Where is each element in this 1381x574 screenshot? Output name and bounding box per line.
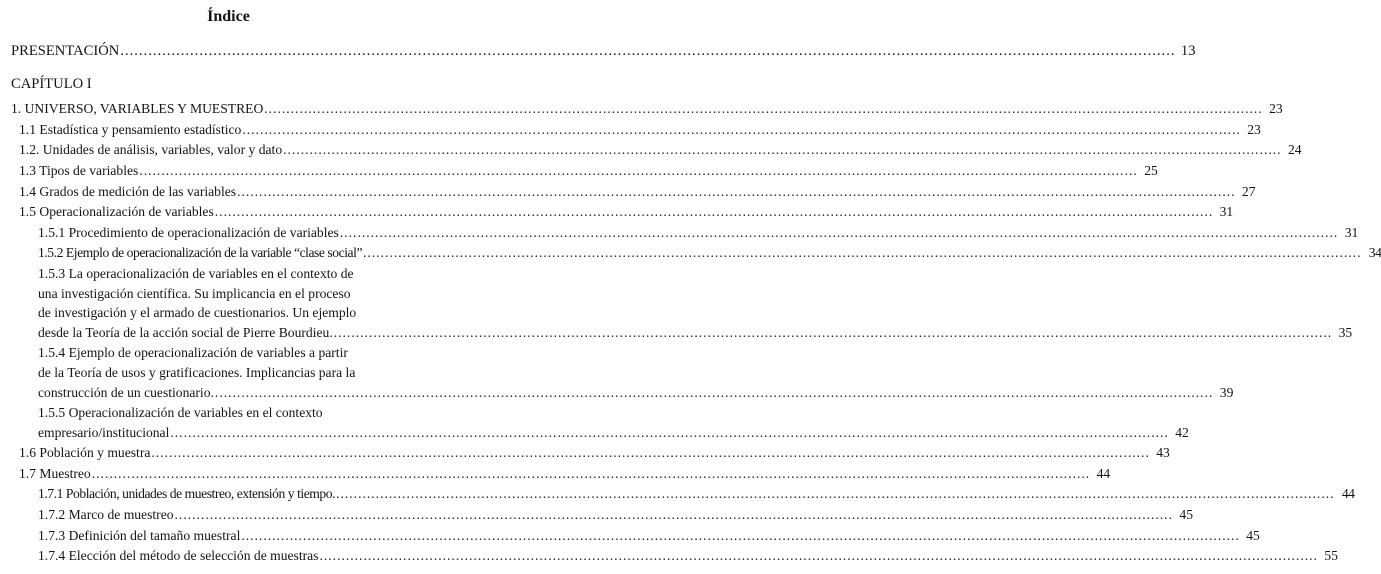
toc-page-number: 35 <box>1338 324 1353 340</box>
toc-entry-line: de la Teoría de usos y gratificaciones. Implicancias para la <box>38 364 356 380</box>
toc-page-number: 24 <box>1287 142 1302 158</box>
dot-leader <box>334 323 1332 343</box>
toc-entry-line: 1.5.4 Ejemplo de operacionalización de variables a partir <box>38 345 348 361</box>
toc-entry-line: de investigación y el armado de cuestionarios. Un ejemplo <box>38 305 357 321</box>
toc-page-number: 13 <box>1180 43 1196 59</box>
toc-entry-1-3[interactable] <box>11 161 1158 181</box>
dot-leader <box>237 182 1235 202</box>
toc-page-number: 27 <box>1241 183 1256 199</box>
toc-page-number: 31 <box>1219 204 1234 220</box>
toc-entry-1-5-2[interactable] <box>11 243 1381 263</box>
toc-entry-1[interactable] <box>11 99 1283 119</box>
toc-page-number: 23 <box>1269 101 1283 117</box>
toc-entry-1-7-3[interactable] <box>11 526 1260 546</box>
dot-leader <box>120 42 1175 62</box>
dot-leader <box>340 223 1338 243</box>
toc-entry-1-7-1[interactable] <box>11 484 1355 504</box>
toc-entry-label: 1.5.2 Ejemplo de operacionalización de la variable “clase social” <box>38 245 363 261</box>
toc-entry-label: 1.7.2 Marco de muestreo <box>38 507 174 523</box>
toc-page-number: 34 <box>1368 245 1381 261</box>
chapter-heading <box>11 75 446 95</box>
toc-entry-1-2[interactable] <box>11 140 1302 160</box>
toc-entry-label: 1. UNIVERSO, VARIABLES Y MUESTREO <box>11 101 264 117</box>
dot-leader <box>215 202 1213 222</box>
dot-leader <box>264 99 1262 119</box>
toc-entry-1-6[interactable] <box>11 443 1170 463</box>
toc-entry-label: PRESENTACIÓN <box>11 43 120 59</box>
toc-entry-1-1[interactable] <box>11 120 1261 140</box>
toc-entry-presentacion[interactable] <box>11 42 1196 62</box>
toc-entry-label: construcción de un cuestionario. <box>38 384 214 400</box>
chapter-label: CAPÍTULO I <box>11 75 92 92</box>
toc-page-number: 43 <box>1156 445 1170 461</box>
dot-leader <box>139 161 1137 181</box>
dot-leader <box>215 383 1213 403</box>
toc-page-number: 39 <box>1219 384 1234 400</box>
toc-page-number: 23 <box>1247 121 1261 137</box>
dot-leader <box>242 120 1240 140</box>
toc-entry-1-5-4[interactable] <box>11 343 1234 402</box>
toc-page-number: 31 <box>1344 224 1359 240</box>
toc-entry-last-line <box>38 423 1189 443</box>
index-heading: Índice <box>207 8 250 25</box>
dot-leader <box>363 243 1361 263</box>
toc-entry-last-line <box>38 383 1234 403</box>
toc-page-number: 44 <box>1341 486 1355 502</box>
toc-entry-1-5-5[interactable] <box>11 403 1189 442</box>
dot-leader <box>175 505 1173 525</box>
dot-leader <box>319 546 1317 566</box>
toc-page-number: 45 <box>1179 507 1193 523</box>
toc-entry-label: 1.7.3 Definición del tamaño muestral <box>38 527 241 543</box>
toc-entry-label: 1.4 Grados de medición de las variables <box>19 183 237 199</box>
toc-entry-label: 1.7.4 Elección del método de selección de muestras <box>38 548 319 564</box>
toc-entry-1-7-4[interactable] <box>11 546 1338 566</box>
toc-entry-1-7[interactable] <box>11 464 1111 484</box>
toc-entry-label: desde la Teoría de la acción social de Pierre Bourdieu. <box>38 324 333 340</box>
toc-entry-1-5-3[interactable] <box>11 264 1353 342</box>
dot-leader <box>92 464 1090 484</box>
toc-entry-1-4[interactable] <box>11 182 1256 202</box>
toc-entry-label: 1.2. Unidades de análisis, variables, valor y dato <box>19 142 283 158</box>
dot-leader <box>170 423 1168 443</box>
toc-page-number: 44 <box>1096 465 1111 481</box>
toc-entry-last-line <box>38 323 1353 343</box>
dot-leader <box>336 484 1334 504</box>
toc-entry-1-5-1[interactable] <box>11 223 1359 243</box>
dot-leader <box>283 140 1281 160</box>
toc-page-number: 55 <box>1324 548 1338 564</box>
toc-entry-label: 1.1 Estadística y pensamiento estadístico <box>19 121 242 137</box>
toc-page-number: 42 <box>1175 424 1189 440</box>
toc-entry-label: 1.3 Tipos de variables <box>19 162 139 178</box>
toc-entry-1-5[interactable] <box>11 202 1234 222</box>
toc-entry-label: 1.5 Operacionalización de variables <box>19 204 214 220</box>
dot-leader <box>151 443 1149 463</box>
toc-entry-label: 1.7.1 Población, unidades de muestreo, extensión y tiempo. <box>38 486 336 502</box>
toc-entry-label: empresario/institucional <box>38 424 170 440</box>
toc-entry-line: una investigación científica. Su implicancia en el proceso <box>38 285 351 301</box>
dot-leader <box>241 526 1239 546</box>
toc-entry-line: 1.5.5 Operacionalización de variables en el contexto <box>38 405 323 421</box>
toc-page-number: 25 <box>1144 162 1158 178</box>
toc-page-number: 45 <box>1246 527 1260 543</box>
toc-entry-label: 1.7 Muestreo <box>19 465 91 481</box>
toc-entry-1-7-2[interactable] <box>11 505 1193 525</box>
toc-entry-line: 1.5.3 La operacionalización de variables en el contexto de <box>38 265 354 281</box>
toc-entry-label: 1.5.1 Procedimiento de operacionalización de variables <box>38 224 339 240</box>
toc-entry-label: 1.6 Población y muestra <box>19 445 151 461</box>
